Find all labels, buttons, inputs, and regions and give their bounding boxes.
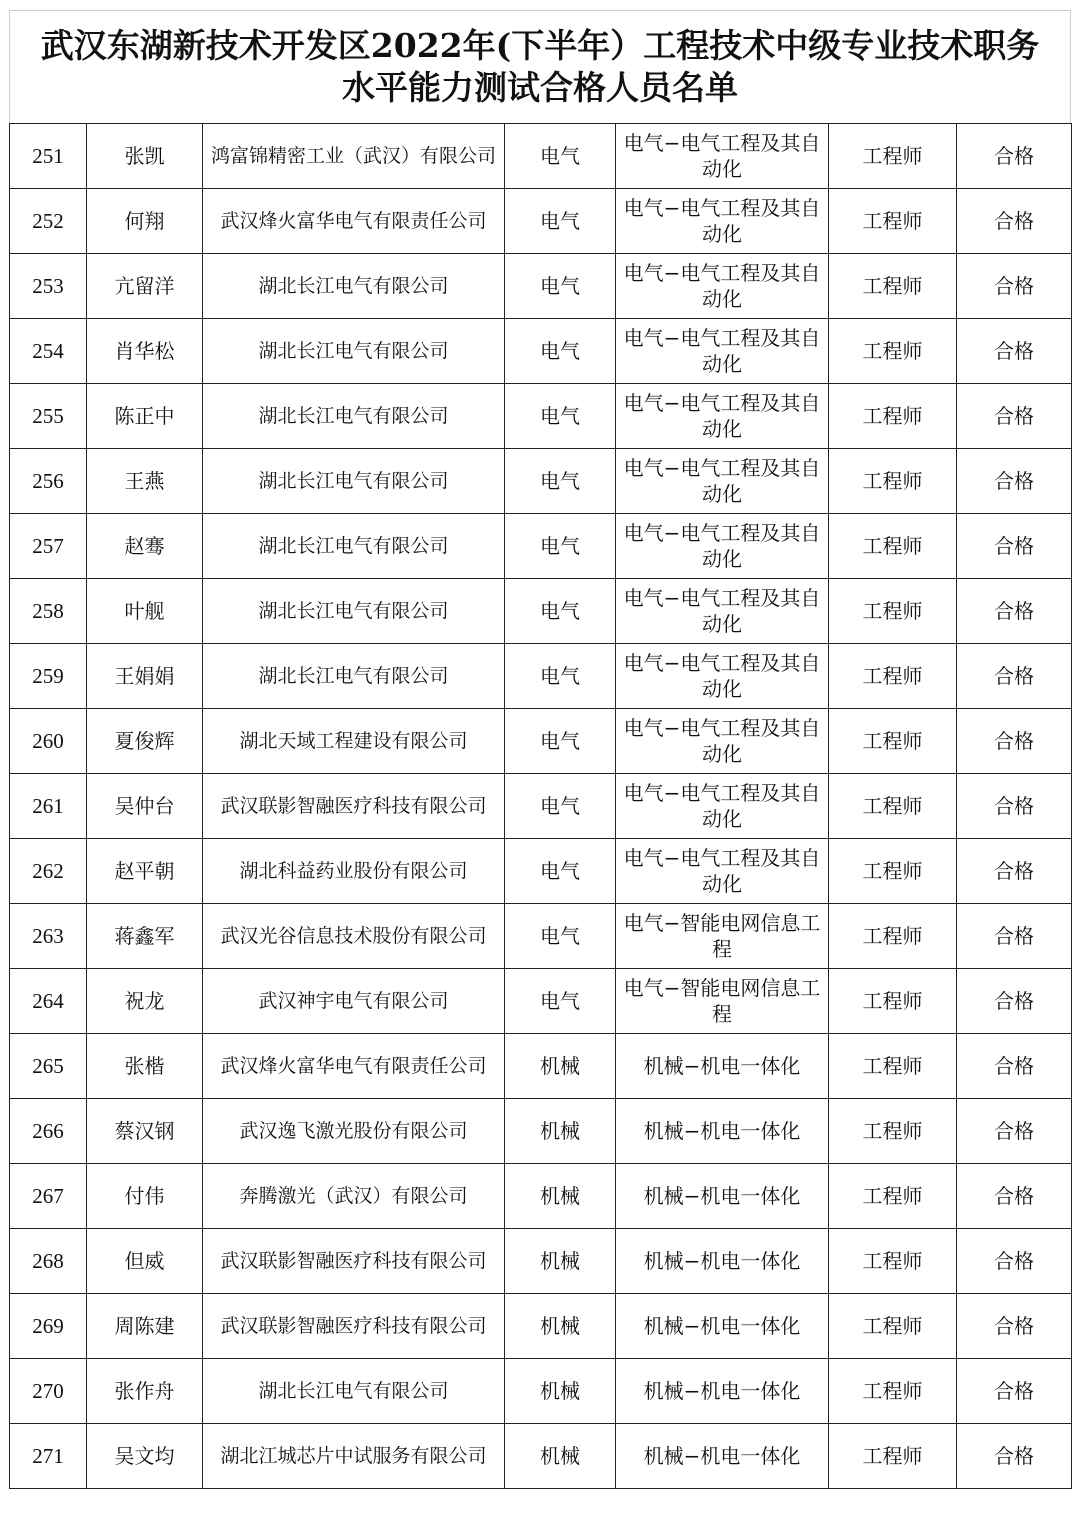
job-title: 工程师	[829, 579, 957, 644]
person-name: 周陈建	[87, 1294, 203, 1359]
table-row	[10, 709, 1072, 774]
person-name: 王燕	[87, 449, 203, 514]
job-title: 工程师	[829, 124, 957, 189]
company-name: 奔腾激光（武汉）有限公司	[203, 1164, 505, 1229]
person-name: 祝龙	[87, 969, 203, 1034]
person-name: 叶舰	[87, 579, 203, 644]
row-number: 261	[10, 774, 87, 839]
result-status: 合格	[957, 579, 1072, 644]
major-name: 电气−智能电网信息工程	[616, 904, 829, 969]
company-name: 武汉烽火富华电气有限责任公司	[203, 1034, 505, 1099]
row-number: 271	[10, 1424, 87, 1489]
major-name: 电气−电气工程及其自动化	[616, 449, 829, 514]
major-name: 电气−电气工程及其自动化	[616, 644, 829, 709]
person-name: 肖华松	[87, 319, 203, 384]
result-status: 合格	[957, 384, 1072, 449]
company-name: 武汉联影智融医疗科技有限公司	[203, 1294, 505, 1359]
major-name: 电气−电气工程及其自动化	[616, 319, 829, 384]
row-number: 265	[10, 1034, 87, 1099]
major-name: 电气−电气工程及其自动化	[616, 384, 829, 449]
job-title: 工程师	[829, 1359, 957, 1424]
result-status: 合格	[957, 1099, 1072, 1164]
major-name: 机械−机电一体化	[616, 1294, 829, 1359]
result-status: 合格	[957, 254, 1072, 319]
major-name: 机械−机电一体化	[616, 1099, 829, 1164]
result-status: 合格	[957, 319, 1072, 384]
job-title: 工程师	[829, 1099, 957, 1164]
major-name: 电气−电气工程及其自动化	[616, 124, 829, 189]
row-number: 268	[10, 1229, 87, 1294]
major-name: 电气−电气工程及其自动化	[616, 839, 829, 904]
table-row	[10, 1034, 1072, 1099]
title-block	[9, 10, 1071, 123]
major-name: 电气−电气工程及其自动化	[616, 774, 829, 839]
job-title: 工程师	[829, 514, 957, 579]
person-name: 蒋鑫军	[87, 904, 203, 969]
job-title: 工程师	[829, 774, 957, 839]
table-row	[10, 1229, 1072, 1294]
job-title: 工程师	[829, 1229, 957, 1294]
major-name: 电气−电气工程及其自动化	[616, 579, 829, 644]
table-row	[10, 1359, 1072, 1424]
document-title-line-1: 武汉东湖新技术开发区2022年(下半年）工程技术中级专业技术职务	[40, 26, 1040, 65]
field-category: 电气	[505, 904, 616, 969]
field-category: 电气	[505, 124, 616, 189]
company-name: 湖北长江电气有限公司	[203, 384, 505, 449]
company-name: 鸿富锦精密工业（武汉）有限公司	[203, 124, 505, 189]
person-name: 张楷	[87, 1034, 203, 1099]
company-name: 湖北长江电气有限公司	[203, 254, 505, 319]
table-row	[10, 774, 1072, 839]
result-status: 合格	[957, 1359, 1072, 1424]
field-category: 机械	[505, 1294, 616, 1359]
result-status: 合格	[957, 1294, 1072, 1359]
table-row	[10, 514, 1072, 579]
person-name: 蔡汉钢	[87, 1099, 203, 1164]
company-name: 湖北天域工程建设有限公司	[203, 709, 505, 774]
field-category: 电气	[505, 384, 616, 449]
table-row	[10, 384, 1072, 449]
table-row	[10, 124, 1072, 189]
result-status: 合格	[957, 969, 1072, 1034]
field-category: 电气	[505, 579, 616, 644]
field-category: 电气	[505, 969, 616, 1034]
company-name: 湖北科益药业股份有限公司	[203, 839, 505, 904]
company-name: 武汉逸飞激光股份有限公司	[203, 1099, 505, 1164]
row-number: 255	[10, 384, 87, 449]
field-category: 电气	[505, 709, 616, 774]
person-name: 王娟娟	[87, 644, 203, 709]
table-row	[10, 1099, 1072, 1164]
person-name: 夏俊辉	[87, 709, 203, 774]
company-name: 湖北长江电气有限公司	[203, 579, 505, 644]
row-number: 270	[10, 1359, 87, 1424]
field-category: 机械	[505, 1424, 616, 1489]
job-title: 工程师	[829, 319, 957, 384]
company-name: 武汉光谷信息技术股份有限公司	[203, 904, 505, 969]
table-row	[10, 319, 1072, 384]
field-category: 电气	[505, 774, 616, 839]
job-title: 工程师	[829, 839, 957, 904]
major-name: 电气−电气工程及其自动化	[616, 514, 829, 579]
row-number: 269	[10, 1294, 87, 1359]
field-category: 机械	[505, 1034, 616, 1099]
table-body	[10, 124, 1072, 1489]
company-name: 湖北长江电气有限公司	[203, 449, 505, 514]
job-title: 工程师	[829, 969, 957, 1034]
major-name: 机械−机电一体化	[616, 1424, 829, 1489]
document-title-line-2: 水平能力测试合格人员名单	[342, 68, 738, 107]
table-row	[10, 1424, 1072, 1489]
table-row	[10, 839, 1072, 904]
person-name: 亢留洋	[87, 254, 203, 319]
row-number: 266	[10, 1099, 87, 1164]
field-category: 机械	[505, 1359, 616, 1424]
result-status: 合格	[957, 449, 1072, 514]
result-status: 合格	[957, 904, 1072, 969]
result-status: 合格	[957, 124, 1072, 189]
field-category: 电气	[505, 839, 616, 904]
major-name: 电气−智能电网信息工程	[616, 969, 829, 1034]
person-name: 张凯	[87, 124, 203, 189]
company-name: 湖北长江电气有限公司	[203, 319, 505, 384]
job-title: 工程师	[829, 1294, 957, 1359]
table-row	[10, 254, 1072, 319]
job-title: 工程师	[829, 1424, 957, 1489]
result-status: 合格	[957, 774, 1072, 839]
company-name: 武汉联影智融医疗科技有限公司	[203, 1229, 505, 1294]
company-name: 武汉神宇电气有限公司	[203, 969, 505, 1034]
field-category: 电气	[505, 449, 616, 514]
row-number: 254	[10, 319, 87, 384]
person-name: 吴文均	[87, 1424, 203, 1489]
person-name: 陈正中	[87, 384, 203, 449]
table-row	[10, 644, 1072, 709]
result-status: 合格	[957, 709, 1072, 774]
major-name: 机械−机电一体化	[616, 1164, 829, 1229]
job-title: 工程师	[829, 1164, 957, 1229]
major-name: 机械−机电一体化	[616, 1034, 829, 1099]
table-row	[10, 904, 1072, 969]
row-number: 259	[10, 644, 87, 709]
field-category: 电气	[505, 254, 616, 319]
company-name: 湖北长江电气有限公司	[203, 514, 505, 579]
row-number: 252	[10, 189, 87, 254]
document-page	[9, 10, 1071, 1489]
field-category: 电气	[505, 189, 616, 254]
row-number: 256	[10, 449, 87, 514]
result-status: 合格	[957, 839, 1072, 904]
result-status: 合格	[957, 1229, 1072, 1294]
person-name: 但威	[87, 1229, 203, 1294]
major-name: 电气−电气工程及其自动化	[616, 254, 829, 319]
person-name: 付伟	[87, 1164, 203, 1229]
row-number: 258	[10, 579, 87, 644]
table-row	[10, 969, 1072, 1034]
table-row	[10, 449, 1072, 514]
field-category: 电气	[505, 644, 616, 709]
field-category: 机械	[505, 1164, 616, 1229]
row-number: 260	[10, 709, 87, 774]
major-name: 机械−机电一体化	[616, 1359, 829, 1424]
row-number: 253	[10, 254, 87, 319]
result-status: 合格	[957, 189, 1072, 254]
job-title: 工程师	[829, 254, 957, 319]
row-number: 264	[10, 969, 87, 1034]
person-name: 张作舟	[87, 1359, 203, 1424]
company-name: 武汉联影智融医疗科技有限公司	[203, 774, 505, 839]
table-row	[10, 1164, 1072, 1229]
row-number: 257	[10, 514, 87, 579]
row-number: 267	[10, 1164, 87, 1229]
major-name: 电气−电气工程及其自动化	[616, 189, 829, 254]
result-status: 合格	[957, 1034, 1072, 1099]
major-name: 电气−电气工程及其自动化	[616, 709, 829, 774]
company-name: 武汉烽火富华电气有限责任公司	[203, 189, 505, 254]
row-number: 262	[10, 839, 87, 904]
row-number: 263	[10, 904, 87, 969]
field-category: 机械	[505, 1099, 616, 1164]
field-category: 电气	[505, 514, 616, 579]
result-status: 合格	[957, 514, 1072, 579]
company-name: 湖北长江电气有限公司	[203, 644, 505, 709]
job-title: 工程师	[829, 189, 957, 254]
result-status: 合格	[957, 1424, 1072, 1489]
result-status: 合格	[957, 1164, 1072, 1229]
table-row	[10, 1294, 1072, 1359]
company-name: 湖北江城芯片中试服务有限公司	[203, 1424, 505, 1489]
company-name: 湖北长江电气有限公司	[203, 1359, 505, 1424]
results-table	[9, 123, 1072, 1489]
job-title: 工程师	[829, 904, 957, 969]
job-title: 工程师	[829, 384, 957, 449]
table-row	[10, 579, 1072, 644]
person-name: 赵骞	[87, 514, 203, 579]
job-title: 工程师	[829, 449, 957, 514]
job-title: 工程师	[829, 644, 957, 709]
result-status: 合格	[957, 644, 1072, 709]
row-number: 251	[10, 124, 87, 189]
field-category: 电气	[505, 319, 616, 384]
job-title: 工程师	[829, 709, 957, 774]
job-title: 工程师	[829, 1034, 957, 1099]
major-name: 机械−机电一体化	[616, 1229, 829, 1294]
person-name: 何翔	[87, 189, 203, 254]
person-name: 赵平朝	[87, 839, 203, 904]
table-row	[10, 189, 1072, 254]
field-category: 机械	[505, 1229, 616, 1294]
person-name: 吴仲台	[87, 774, 203, 839]
